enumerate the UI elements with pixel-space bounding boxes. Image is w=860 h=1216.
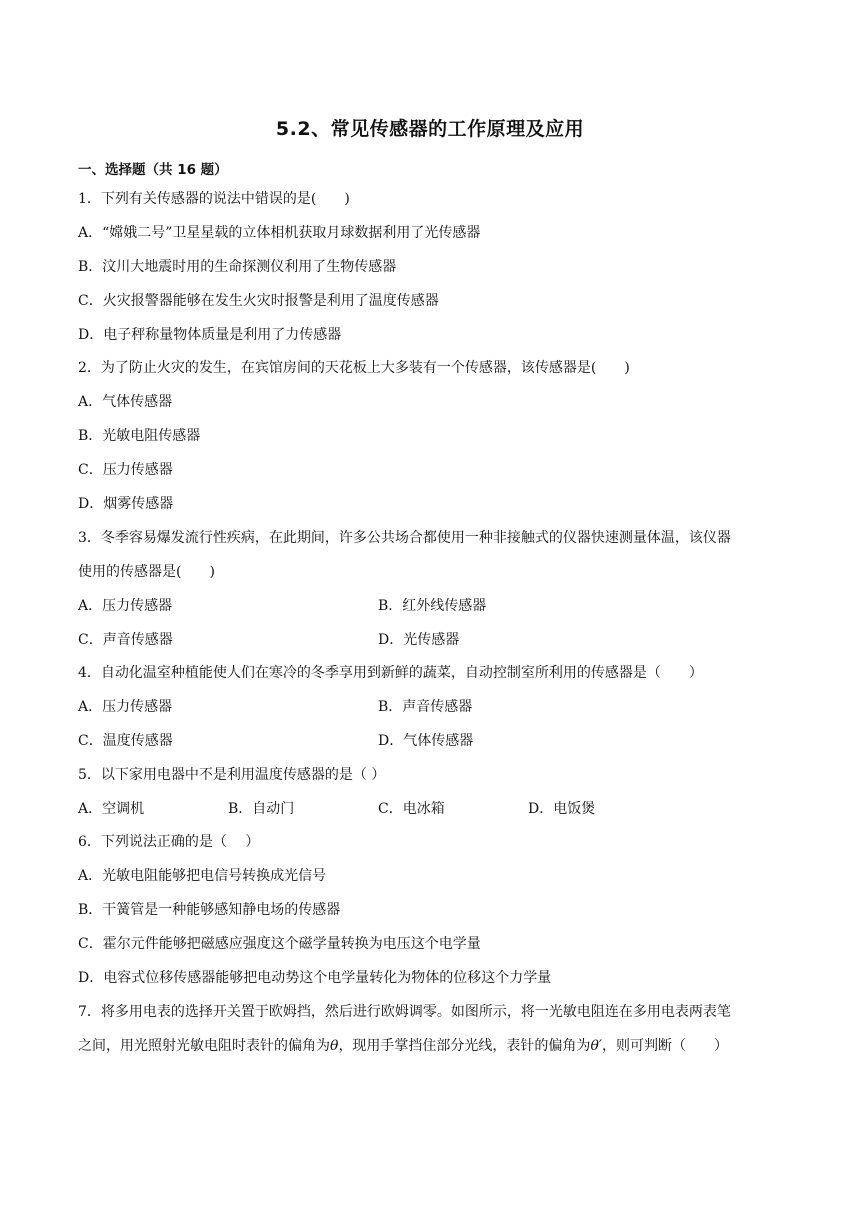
question-4-option-d[interactable]: D．气体传感器 [378,733,474,749]
question-1-option-b[interactable]: B．汶川大地震时用的生命探测仪利用了生物传感器 [78,259,397,275]
question-1-stem: 1．下列有关传感器的说法中错误的是( ) [78,191,350,207]
question-3-stem-line-1: 3．冬季容易爆发流行性疾病，在此期间，许多公共场合都使用一种非接触式的仪器快速测量体温，该仪器 [78,530,731,546]
question-6-option-b[interactable]: B．干簧管是一种能够感知静电场的传感器 [78,902,341,918]
question-4-option-b[interactable]: B．声音传感器 [378,699,473,715]
question-7-stem-part-2: ，现用手掌挡住部分光线，表针的偏角为 [338,1038,591,1054]
question-1-option-a[interactable]: A．“嫦娥二号”卫星星载的立体相机获取月球数据利用了光传感器 [78,225,481,241]
theta-symbol: θ [330,1038,339,1054]
question-6-stem: 6．下列说法正确的是（ ） [78,834,260,850]
question-7-stem-part-1: 之间，用光照射光敏电阻时表针的偏角为 [78,1038,330,1054]
question-5-option-c[interactable]: C．电冰箱 [378,801,445,817]
question-6-option-d[interactable]: D．电容式位移传感器能够把电动势这个电学量转化为物体的位移这个力学量 [78,970,552,986]
question-3-option-a[interactable]: A．压力传感器 [78,598,173,614]
question-3-option-d[interactable]: D．光传感器 [378,632,460,648]
question-3-stem-line-2: 使用的传感器是( ) [78,564,215,580]
question-5-option-b[interactable]: B．自动门 [228,801,295,817]
question-3-option-c[interactable]: C．声音传感器 [78,632,173,648]
question-5-option-d[interactable]: D．电饭煲 [528,801,596,817]
theta-prime-symbol: θ′ [590,1038,603,1054]
section-heading: 一、选择题（共 16 题） [78,162,228,178]
question-7-stem-part-3: ，则可判断（ ） [602,1038,729,1054]
question-2-option-c[interactable]: C．压力传感器 [78,462,173,478]
question-2-option-a[interactable]: A．气体传感器 [78,394,173,410]
question-5-stem: 5．以下家用电器中不是利用温度传感器的是（ ） [78,767,386,783]
question-7-stem-line-1: 7．将多用电表的选择开关置于欧姆挡，然后进行欧姆调零。如图所示，将一光敏电阻连在多用电表两表笔 [78,1004,731,1020]
question-2-option-d[interactable]: D．烟雾传感器 [78,496,174,512]
question-2-stem: 2．为了防止火灾的发生，在宾馆房间的天花板上大多装有一个传感器，该传感器是( ) [78,360,630,376]
question-4-stem: 4．自动化温室种植能使人们在寒冷的冬季享用到新鲜的蔬菜，自动控制室所利用的传感器是（ ） [78,665,703,681]
question-7-stem-line-2 [78,1036,728,1056]
question-2-option-b[interactable]: B．光敏电阻传感器 [78,428,201,444]
question-1-option-c[interactable]: C．火灾报警器能够在发生火灾时报警是利用了温度传感器 [78,293,439,309]
question-6-option-c[interactable]: C．霍尔元件能够把磁感应强度这个磁学量转换为电压这个电学量 [78,936,481,952]
question-3-option-b[interactable]: B．红外线传感器 [378,598,487,614]
question-5-option-a[interactable]: A．空调机 [78,801,145,817]
question-4-option-c[interactable]: C．温度传感器 [78,733,173,749]
question-4-option-a[interactable]: A．压力传感器 [78,699,173,715]
page-title: 5.2、常见传感器的工作原理及应用 [275,118,585,140]
question-6-option-a[interactable]: A．光敏电阻能够把电信号转换成光信号 [78,868,327,884]
question-1-option-d[interactable]: D．电子秤称量物体质量是利用了力传感器 [78,327,342,343]
